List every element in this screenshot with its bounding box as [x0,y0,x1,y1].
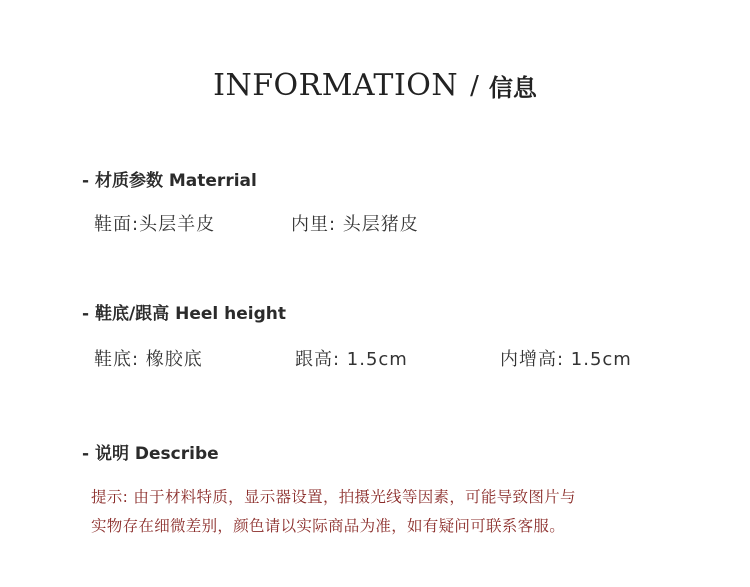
material-section-header: - 材质参数 Materrial [82,171,257,191]
page-title [0,68,750,103]
inner-height-text: 内增高: 1.5cm [500,349,632,370]
note-line-2: 实物存在细微差别，颜色请以实际商品为准，如有疑问可联系客服。 [91,517,566,535]
title-separator: / [470,70,479,101]
upper-material-text: 鞋面:头层羊皮 [94,214,216,235]
sole-text: 鞋底: 橡胶底 [94,349,203,370]
title-english: INFORMATION [213,68,459,103]
note-line-1: 提示: 由于材料特质，显示器设置，拍摄光线等因素，可能导致图片与 [91,488,576,506]
title-chinese: 信息 [488,74,537,102]
describe-section-header: - 说明 Describe [82,444,219,464]
heel-section-header: - 鞋底/跟高 Heel height [82,304,286,324]
heel-height-text: 跟高: 1.5cm [295,349,408,370]
lining-material-text: 内里: 头层猪皮 [291,214,419,235]
